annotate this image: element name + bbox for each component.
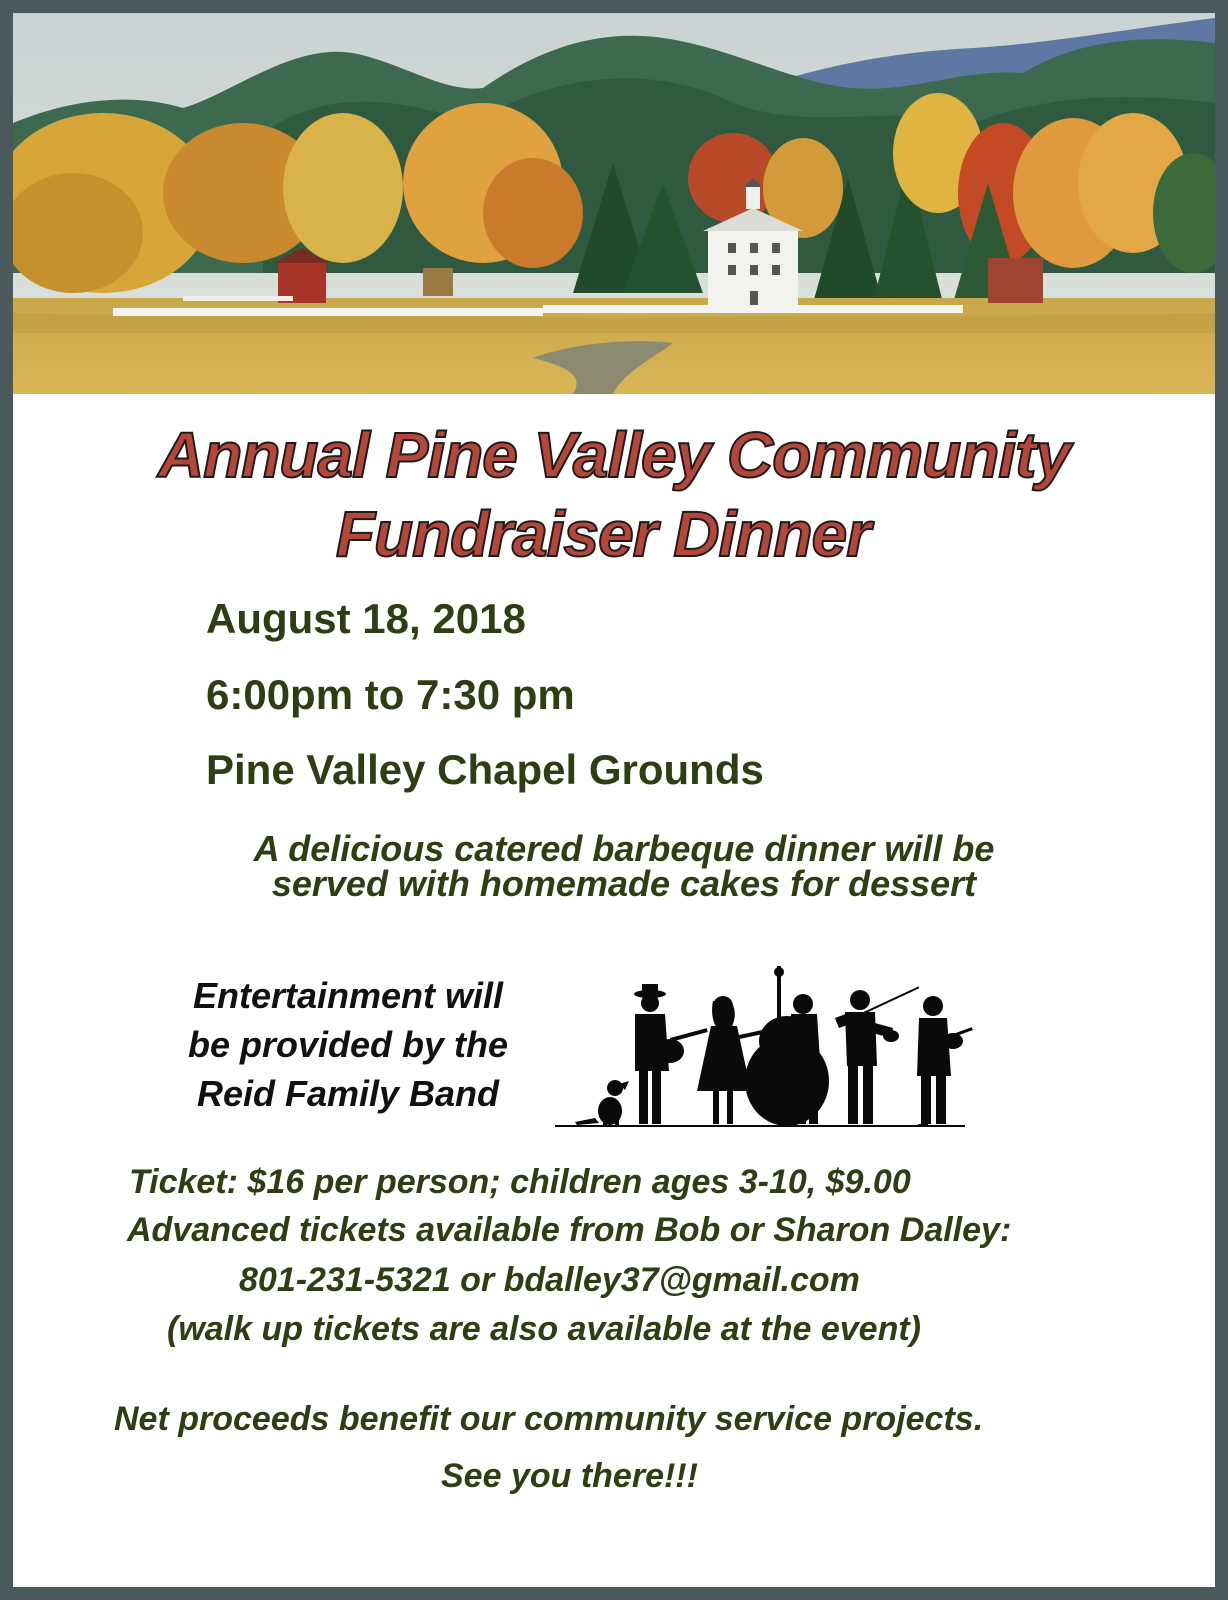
ticket-contact: 801-231-5321 or bdalley37@gmail.com [239,1261,860,1299]
page-title-line-2: Fundraiser Dinner [335,498,871,570]
entertainment-line-3: Reid Family Band [196,1073,500,1114]
event-date: August 18, 2018 [206,595,526,642]
dinner-description-line-2: served with homemade cakes for dessert [271,863,977,904]
ticket-price: Ticket: $16 per person; children ages 3-10, $9.00 [129,1163,911,1201]
entertainment-line-1: Entertainment will [192,975,504,1016]
flyer [13,13,1215,1587]
event-location: Pine Valley Chapel Grounds [206,746,764,793]
see-you-there: See you there!!! [441,1457,698,1495]
walkup-tickets: (walk up tickets are also available at the event) [167,1310,921,1348]
band-silhouette-image [555,966,980,1146]
net-proceeds: Net proceeds benefit our community service projects. [114,1400,984,1438]
page-title-line-1: Annual Pine Valley Community [157,419,1071,491]
entertainment-line-2: be provided by the [187,1024,509,1065]
dinner-description-line-1: A delicious catered barbeque dinner will be [253,828,995,869]
advanced-tickets: Advanced tickets available from Bob or Sharon Dalley: [127,1211,1012,1249]
event-time: 6:00pm to 7:30 pm [206,671,575,718]
landscape-banner-image [13,13,1215,394]
